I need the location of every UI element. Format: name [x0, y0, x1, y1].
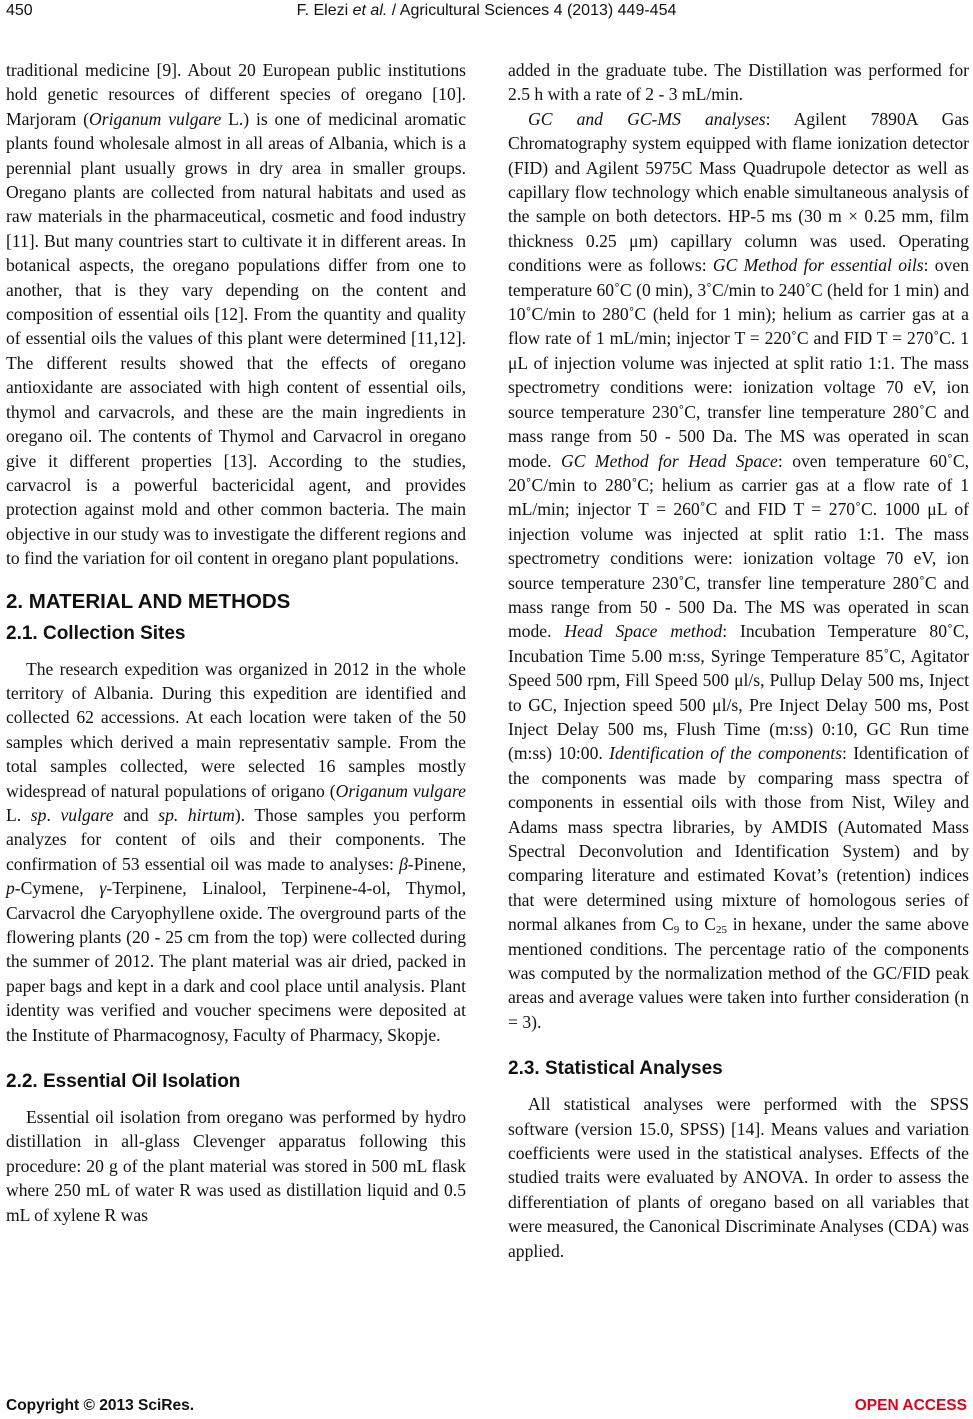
text-run: -Terpinene, Linalool, Terpinene-4-ol, Thymol, Carvacrol dhe Caryophyllene oxide. The overground parts of the flowering plants (20 - 25 cm from the top) were collected during the summer of 2012. The plant material was air dried, packed in paper bags and kept in a dark and cool place until analysis. Plant identity was verified and voucher specimens were deposited at the Institute of Pharmacognosy, Faculty of Pharmacy, Skopje. — [6, 878, 466, 1045]
italic-term: sp — [30, 804, 47, 825]
subsection-heading-oil-isolation: 2.2. Essential Oil Isolation — [6, 1071, 241, 1093]
intro-paragraph — [6, 58, 466, 571]
running-header — [0, 0, 973, 26]
italic-term: β — [399, 853, 408, 874]
text-run: to C — [679, 914, 717, 935]
subsection-heading-collection-sites: 2.1. Collection Sites — [6, 622, 186, 644]
text-run: and — [113, 804, 159, 825]
et-al: et al. — [352, 2, 388, 19]
italic-term: vulgare — [60, 804, 114, 825]
text-run: -Pinene, — [407, 853, 466, 874]
italic-term: Head Space method — [564, 621, 723, 642]
subscript: 9 — [673, 924, 680, 937]
text-run: L.) is one of medicinal aromatic plants found wholesale almost in all areas of Albania, which is a perennial plant usually grows in dry area in smaller groups. Oregano plants are collected from natural habitats and used as raw materials in the pharmaceutical, cosmetic and food industry [11]. But many countries start to cultivate it in different areas. In botanical aspects, the oregano populations differ from one to another, that is they vary depending on the content and composition of essential oils [12]. From the quantity and quality of essential oils the values of this plant were determined [11,12]. The different results showed that the effects of oregano antioxidante are associated with high content of essential oils, thymol and carvacrols, and these are the main ingredients in oregano oil. The contents of Thymol and Carvacrol in oregano give it different properties [13]. According to the studies, carvacrol is a powerful bactericidal agent, and provides protection against mold and other common bacteria. The main objective in our study was to investigate the different regions and to find the variation for oil content in oregano plant populations. — [6, 108, 467, 569]
italic-term: Origanum vulgare — [89, 108, 222, 129]
gc-analyses-paragraph — [508, 107, 969, 1034]
text-run: : Incubation Temperature 80˚C, Incubation Time 5.00 m:ss, Syringe Temperature 85˚C, Agitator Speed 500 rpm, Fill Speed 500 μl/s, Pullup Delay 500 ms, Inject to GC, Injection speed 500 μl/s, Pre Inject Delay 500 ms, Post Inject Delay 500 ms, Flush Time (m:ss) 0:10, GC Run time (m:ss) 10:00. — [508, 621, 969, 764]
italic-term: Origanum vulgare — [335, 780, 466, 801]
text-run: in hexane, under the same above mentioned conditions. The percentage ratio of the components was computed by the normalization method of the GC/FID peak areas and average values were taken into further consideration (n = 3). — [508, 914, 969, 1032]
text-run: : oven temperature 60˚C (0 min), 3˚C/min to 240˚C (held for 1 min) and 10˚C/min to 280˚C (held for 1 min); helium as carrier gas at a flow rate of 1 mL/min; injector T = 220˚C and FID T = 270˚C. 1 μL of injection volume was injected at split ratio 1:1. The mass spectrometry conditions were: ionization voltage 70 eV, ion source temperature 230˚C, transfer line temperature 280˚C and mass range from 50 - 500 Da. The MS was operated in scan mode. — [508, 255, 969, 471]
oil-isolation-paragraph — [6, 1105, 466, 1227]
collection-sites-paragraph — [6, 657, 466, 1048]
italic-term: GC and GC-MS analyses — [528, 108, 766, 129]
subscript: 25 — [716, 924, 728, 937]
page-footer — [0, 1397, 973, 1419]
page-number: 450 — [6, 2, 33, 19]
journal-citation: / Agricultural Sciences 4 (2013) 449-454 — [387, 2, 677, 19]
text-run: ). Those samples you perform analyzes for content of oils and their components. The confirmation of 53 essential oil was made to analyses: — [6, 804, 466, 874]
text-run: : oven temperature 60˚C, 20˚C/min to 280˚C; helium as carrier gas at a flow rate of 1 mL/min; injector T = 260˚C and FID T = 270˚C. 1000 μL of injection volume was injected at split ratio 1:1. The mass spectrometry conditions were: ionization voltage 70 eV, ion source temperature 230˚C, transfer line temperature 280˚C and mass range from 50 - 500 Da. The MS was operated in scan mode. — [508, 450, 969, 642]
open-access-label: OPEN ACCESS — [854, 1397, 967, 1414]
statistics-paragraph — [508, 1092, 969, 1263]
text-run: : Agilent 7890A Gas Chromatography system equipped with flame ionization detector (FID) and Agilent 5975C Mass Quadrupole detector as well as capillary flow technology which enable simultaneous analysis of the sample on both detectors. HP-5 ms (30 m × 0.25 mm, film thickness 0.25 μm) capillary column was used. Operating conditions were as follows: — [508, 108, 970, 276]
distillation-continuation-paragraph — [508, 58, 969, 107]
text-run: The research expedition was organized in 2012 in the whole territory of Albania. During this expedition are identified and collected 62 accessions. At each location were taken of the 50 samples which derived a main representativ sample. From the total samples collected, were selected 16 samples mostly widespread of natural populations of origano ( — [6, 658, 466, 801]
section-heading-materials-methods: 2. MATERIAL AND METHODS — [6, 589, 291, 613]
right-column — [508, 58, 969, 1263]
text-run: L. — [6, 804, 31, 825]
copyright-notice: Copyright © 2013 SciRes. — [6, 1397, 195, 1414]
italic-term: GC Method for essential oils — [712, 255, 924, 276]
text-run: . — [46, 804, 61, 825]
text-run: All statistical analyses were performed with the SPSS software (version 15.0, SPSS) [14]. Means values and variation coefficients were used in the statistical analyses. Effects of the studied traits were evaluated by ANOVA. In order to assess the differentiation of plants of oregano based on all variables that were measured, the Canonical Discriminate Analyses (CDA) was applied. — [508, 1094, 969, 1261]
text-run: Essential oil isolation from oregano was performed by hydro distillation in all-glass Clevenger apparatus following this procedure: 20 g of the plant material was stored in 500 mL flask where 250 mL of water R was used as distillation liquid and 0.5 mL of xylene R was — [6, 1107, 466, 1225]
italic-term: GC Method for Head Space — [560, 450, 778, 471]
text-run: traditional medicine [9]. About 20 European public institutions hold genetic resources of different species of oregano [10]. Marjoram ( — [6, 60, 466, 129]
text-run: -Cymene, — [14, 878, 100, 899]
subsection-heading-statistical-analyses: 2.3. Statistical Analyses — [508, 1058, 723, 1080]
text-run: added in the graduate tube. The Distillation was performed for 2.5 h with a rate of 2 - 3 mL/min. — [508, 60, 969, 105]
italic-term: sp. hirtum — [158, 804, 235, 825]
left-column — [6, 58, 466, 1227]
italic-term: Identification of the components — [609, 743, 843, 764]
text-run: : Identification of the components was made by comparing mass spectra of components in essential oils with those from Nist, Wiley and Adams mass spectra libraries, by AMDIS (Automated Mass Spectral Deconvolution and Identification System) and by comparing literature and estimated Kovat’s (retention) indices that were determined using mixture of homologous series of normal alkanes from C — [508, 743, 969, 935]
italic-term: γ — [99, 878, 107, 899]
running-title — [0, 2, 973, 20]
italic-term: p — [6, 878, 15, 899]
authors: F. Elezi — [296, 2, 353, 19]
